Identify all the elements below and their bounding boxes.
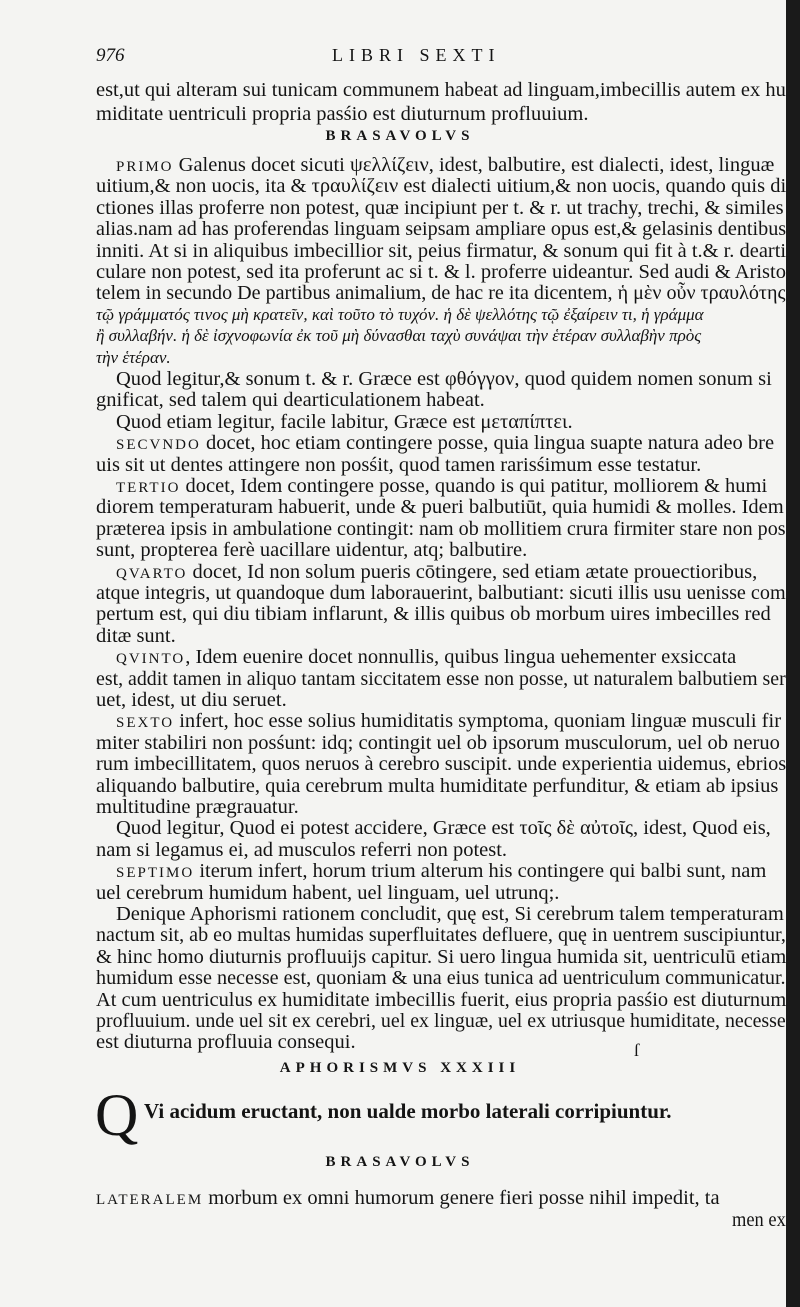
aphorism-heading: APHORISMVS XXXIII bbox=[279, 1060, 521, 1076]
text-line: men ex bbox=[732, 1209, 786, 1231]
lead-word: SEPTIMO bbox=[116, 865, 195, 882]
page-number: 976 bbox=[96, 45, 125, 66]
line-text: , Idem euenire docet nonnullis, quibus lingua uehementer exsiccata bbox=[185, 646, 737, 669]
drop-cap: Q bbox=[95, 1082, 139, 1148]
text-line: τὴν ἑτέραν. bbox=[96, 347, 171, 367]
text-line: Denique Aphorismi rationem concludit, quę est, Si cerebrum talem temperaturam bbox=[116, 903, 784, 925]
section-heading: BRASAVOLVS bbox=[325, 128, 475, 144]
text-line: Quod etiam legitur, facile labitur, Græce est μεταπίπτει. bbox=[116, 410, 573, 433]
text-line: miditate uentriculi propria pasśio est diuturnum profluuium. bbox=[96, 103, 589, 125]
lead-word: LATERALEM bbox=[96, 1192, 204, 1208]
lead-word: SECVNDO bbox=[116, 437, 201, 454]
line-text: iterum infert, horum trium alterum his contingere qui balbi sunt, nam bbox=[194, 860, 767, 883]
line-text: Galenus docet sicuti ψελλίζειν, idest, balbutire, est dialecti, idest, linguæ bbox=[173, 154, 775, 176]
text-line: Quod legitur,& sonum t. & r. Græce est φθόγγον, quod quidem nomen sonum si bbox=[116, 368, 772, 390]
text-line: aliquando balbutire, quia cerebrum multa humiditate perfunditur, & etiam ab ipsius bbox=[96, 774, 779, 797]
text-line: ἢ συλλαβήν. ἡ δὲ ἰσχνοφωνία ἐκ τοῦ μὴ δύνασθαι ταχὺ συνάψαι τὴν ἑτέραν συλλαβὴν πρὸς bbox=[96, 326, 702, 346]
line-text: docet, hoc etiam contingere posse, quia lingua suapte natura adeo bre bbox=[200, 432, 775, 455]
text-line: atque integris, ut quandoque dum laborauerint, balbutiant: sicuti illis usu uenisse com bbox=[96, 582, 786, 604]
text-line: telem in secundo De partibus animalium, de hac re ita dicentem, ἡ μὲν οὖν τραυλότης bbox=[96, 282, 786, 305]
lead-word: QVINTO bbox=[116, 651, 186, 668]
lead-word: QVARTO bbox=[116, 565, 188, 582]
text-line bbox=[96, 1186, 720, 1212]
text-line: præterea ipsis in ambulatione contingit: nam ob mollitiem crura firmiter stare non pos bbox=[96, 517, 786, 540]
lead-word: TERTIO bbox=[116, 480, 181, 496]
text-line: ctiones illas proferre non potest, quæ incipiunt per t. & r. ut trachy, trechi, & similes bbox=[96, 196, 784, 219]
text-line: miter stabiliri non posśunt: idq; contingit uel ob ipsorum musculorum, uel ob neruo bbox=[96, 731, 780, 754]
text-line: uitium,& non uocis, ita & τραυλίζειν est dialecti uitium,& non uocis, quando quis di bbox=[96, 175, 787, 198]
text-line: sunt, propterea ferè uacillare uidentur, atq; balbutire. bbox=[96, 539, 528, 562]
text-line: est, addit tamen in aliquo tantam siccitatem esse non posse, ut naturalem balbutiem ser bbox=[96, 667, 786, 690]
text-line: gnificat, sed talem qui dearticulationem habeat. bbox=[96, 389, 485, 412]
text-line: nactum sit, ab eo multas humidas superfluitates defluere, quę in uentrem suscipiuntur, bbox=[96, 924, 786, 947]
line-text: infert, hoc esse solius humiditatis symptoma, quoniam linguæ musculi fir bbox=[174, 710, 782, 733]
text-line: & hinc homo diuturnis profluuijs capitur. Si uero lingua humida sit, uentriculū etiam bbox=[96, 945, 787, 968]
text-line: profluuium. unde uel sit ex cerebri, uel ex linguæ, uel ex utriusque humiditate, necesse bbox=[96, 1010, 786, 1032]
page-edge-shadow bbox=[786, 0, 800, 1307]
text-line: alias.nam ad has proferendas linguam seipsam ampliare opus est,& gelasinis dentibus bbox=[96, 218, 787, 241]
text-line: uet, idest, ut diu seruet. bbox=[96, 689, 287, 711]
text-line: humidum esse necesse est, quoniam & una eius tunica ad uentriculum communicatur. bbox=[96, 967, 786, 990]
line-text: morbum ex omni humorum genere fieri posse nihil impedit, ta bbox=[203, 1187, 720, 1209]
marginal-mark: ſ bbox=[634, 1040, 640, 1060]
line-text: docet, Id non solum pueris cōtingere, sed etiam ætate prouectioribus, bbox=[187, 560, 758, 583]
text-line: Quod legitur, Quod ei potest accidere, Græce est τοῖς δὲ αὐτοῖς, idest, Quod eis, bbox=[116, 817, 771, 840]
text-line: inniti. At si in aliquibus imbecillior sit, peius firmatur, & sonum qui fit à t.& r. dearti bbox=[96, 239, 787, 262]
section-heading: BRASAVOLVS bbox=[325, 1154, 475, 1170]
lead-word: SEXTO bbox=[116, 715, 175, 732]
aphorism-text: Vi acidum eructant, non ualde morbo laterali corripiuntur. bbox=[144, 1099, 672, 1123]
page-header bbox=[96, 45, 776, 71]
text-line: nam si legamus ei, ad musculos referri non potest. bbox=[96, 838, 508, 861]
text-line: uis sit ut dentes attingere non posśit, quod tamen rarisśimum esse testatur. bbox=[96, 453, 702, 476]
lead-word: PRIMO bbox=[116, 159, 174, 175]
text-line: est diuturna profluuia consequi. bbox=[96, 1031, 356, 1054]
text-line: rum imbecillitatem, quos neruos à cerebro suscipit. unde experientia uidemus, ebrios bbox=[96, 753, 787, 776]
text-line: ditæ sunt. bbox=[96, 624, 176, 647]
text-line: multitudine prægrauatur. bbox=[96, 796, 299, 818]
text-line: uel cerebrum humidum habent, uel linguam, uel utrunq;. bbox=[96, 881, 560, 904]
text-line: τῷ γράμματός τινος μὴ κρατεῖν, καὶ τοῦτο τὸ τυχόν. ἡ δὲ ψελλότης τῷ ἐξαίρειν τι, ἡ γράμμα bbox=[96, 304, 704, 324]
text-line: pertum est, qui diu tibiam inflarunt, & illis quibus ob morbum uires imbecilles red bbox=[96, 603, 771, 626]
text-line: diorem temperaturam habuerit, unde & pueri balbutiūt, quia humidi & molles. Idem bbox=[96, 496, 784, 519]
running-head: LIBRI SEXTI bbox=[332, 45, 501, 65]
text-line: est,ut qui alteram sui tunicam communem habeat ad linguam,imbecillis autem ex hu bbox=[96, 79, 786, 101]
line-text: docet, Idem contingere posse, quando is qui patitur, molliorem & humi bbox=[180, 475, 768, 497]
text-line: At cum uentriculus ex humiditate imbecillis fuerit, eius propria pasśio est diuturnum bbox=[96, 988, 787, 1011]
text-line: culare non potest, sed ita proferunt ac si t. & l. proferre uideantur. Sed audi & Aristo bbox=[96, 261, 786, 283]
